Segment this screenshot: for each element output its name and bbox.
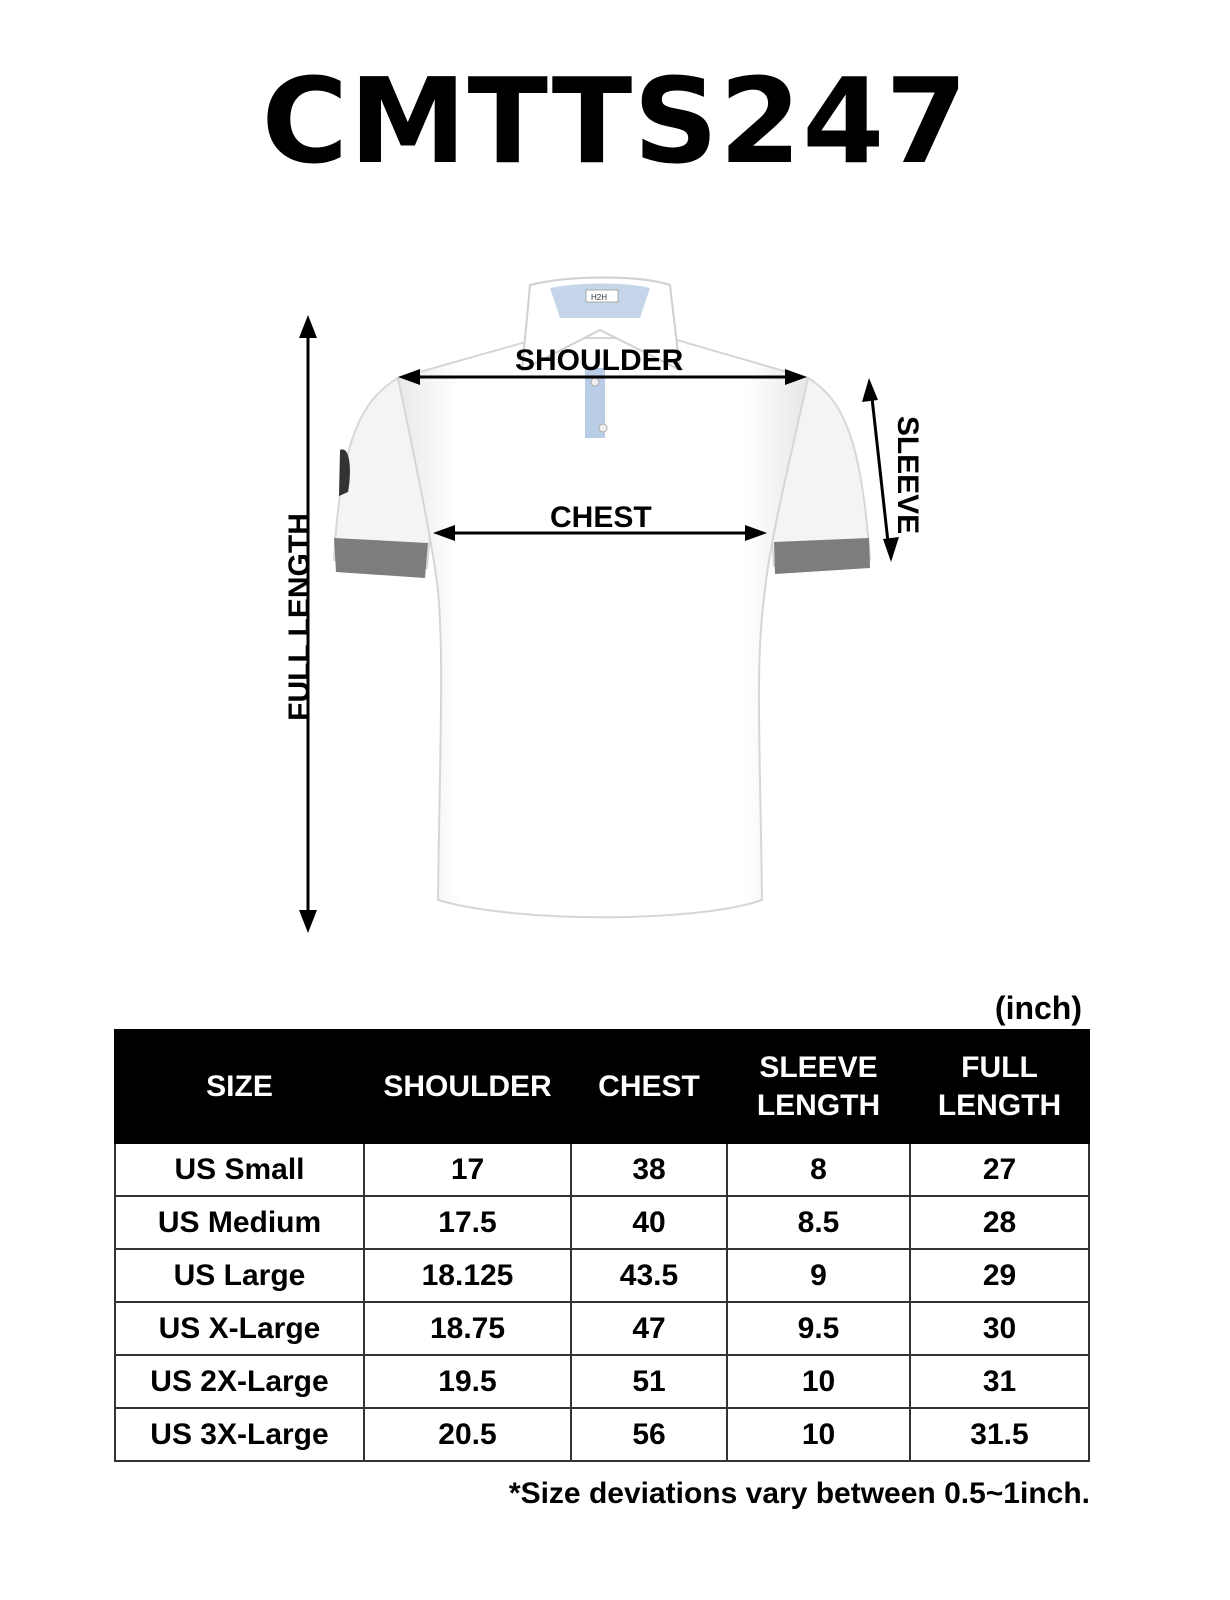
- chest-label: CHEST: [550, 501, 652, 534]
- sleeve-cell: 9.5: [727, 1302, 910, 1355]
- shoulder-label: SHOULDER: [515, 344, 684, 377]
- chest-cell: 56: [571, 1408, 727, 1461]
- length-cell: 28: [910, 1196, 1089, 1249]
- size-cell: US X-Large: [115, 1302, 364, 1355]
- header-full-length: FULL LENGTH: [910, 1030, 1089, 1143]
- size-cell: US Large: [115, 1249, 364, 1302]
- right-cuff: [774, 538, 870, 574]
- length-cell: 31.5: [910, 1408, 1089, 1461]
- size-cell: US Medium: [115, 1196, 364, 1249]
- header-sleeve-length: SLEEVE LENGTH: [727, 1030, 910, 1143]
- length-cell: 29: [910, 1249, 1089, 1302]
- sleeve-patch: [339, 449, 350, 496]
- measurement-diagram: [0, 260, 1230, 960]
- table-row: [115, 1143, 1089, 1196]
- chest-cell: 43.5: [571, 1249, 727, 1302]
- size-cell: US Small: [115, 1143, 364, 1196]
- sleeve-cell: 10: [727, 1355, 910, 1408]
- sleeve-cell: 8.5: [727, 1196, 910, 1249]
- chest-cell: 47: [571, 1302, 727, 1355]
- table-row: [115, 1249, 1089, 1302]
- left-cuff: [334, 538, 428, 578]
- sleeve-label: SLEEVE: [891, 415, 925, 535]
- header-chest: CHEST: [571, 1030, 727, 1143]
- sleeve-cell: 9: [727, 1249, 910, 1302]
- size-chart-table: [114, 1029, 1090, 1462]
- table-row: [115, 1302, 1089, 1355]
- chest-cell: 51: [571, 1355, 727, 1408]
- sleeve-cell: 8: [727, 1143, 910, 1196]
- brand-tag-text: H2H: [591, 293, 608, 302]
- size-cell: US 3X-Large: [115, 1408, 364, 1461]
- shoulder-cell: 18.125: [364, 1249, 571, 1302]
- shoulder-cell: 17.5: [364, 1196, 571, 1249]
- button: [591, 378, 599, 386]
- shoulder-cell: 19.5: [364, 1355, 571, 1408]
- length-cell: 30: [910, 1302, 1089, 1355]
- table-row: [115, 1196, 1089, 1249]
- length-cell: 31: [910, 1355, 1089, 1408]
- size-deviation-note: *Size deviations vary between 0.5~1inch.: [508, 1477, 1090, 1510]
- table-row: [115, 1355, 1089, 1408]
- full-length-label: FULL LENGTH: [282, 513, 316, 721]
- product-code-title: CMTTS247: [261, 52, 969, 190]
- chest-cell: 38: [571, 1143, 727, 1196]
- header-size: SIZE: [115, 1030, 364, 1143]
- header-shoulder: SHOULDER: [364, 1030, 571, 1143]
- table-header-row: [115, 1030, 1089, 1143]
- shoulder-cell: 17: [364, 1143, 571, 1196]
- shoulder-cell: 18.75: [364, 1302, 571, 1355]
- shoulder-cell: 20.5: [364, 1408, 571, 1461]
- unit-label: (inch): [994, 990, 1082, 1026]
- size-cell: US 2X-Large: [115, 1355, 364, 1408]
- table-row: [115, 1408, 1089, 1461]
- length-cell: 27: [910, 1143, 1089, 1196]
- sleeve-cell: 10: [727, 1408, 910, 1461]
- button: [599, 424, 607, 432]
- chest-cell: 40: [571, 1196, 727, 1249]
